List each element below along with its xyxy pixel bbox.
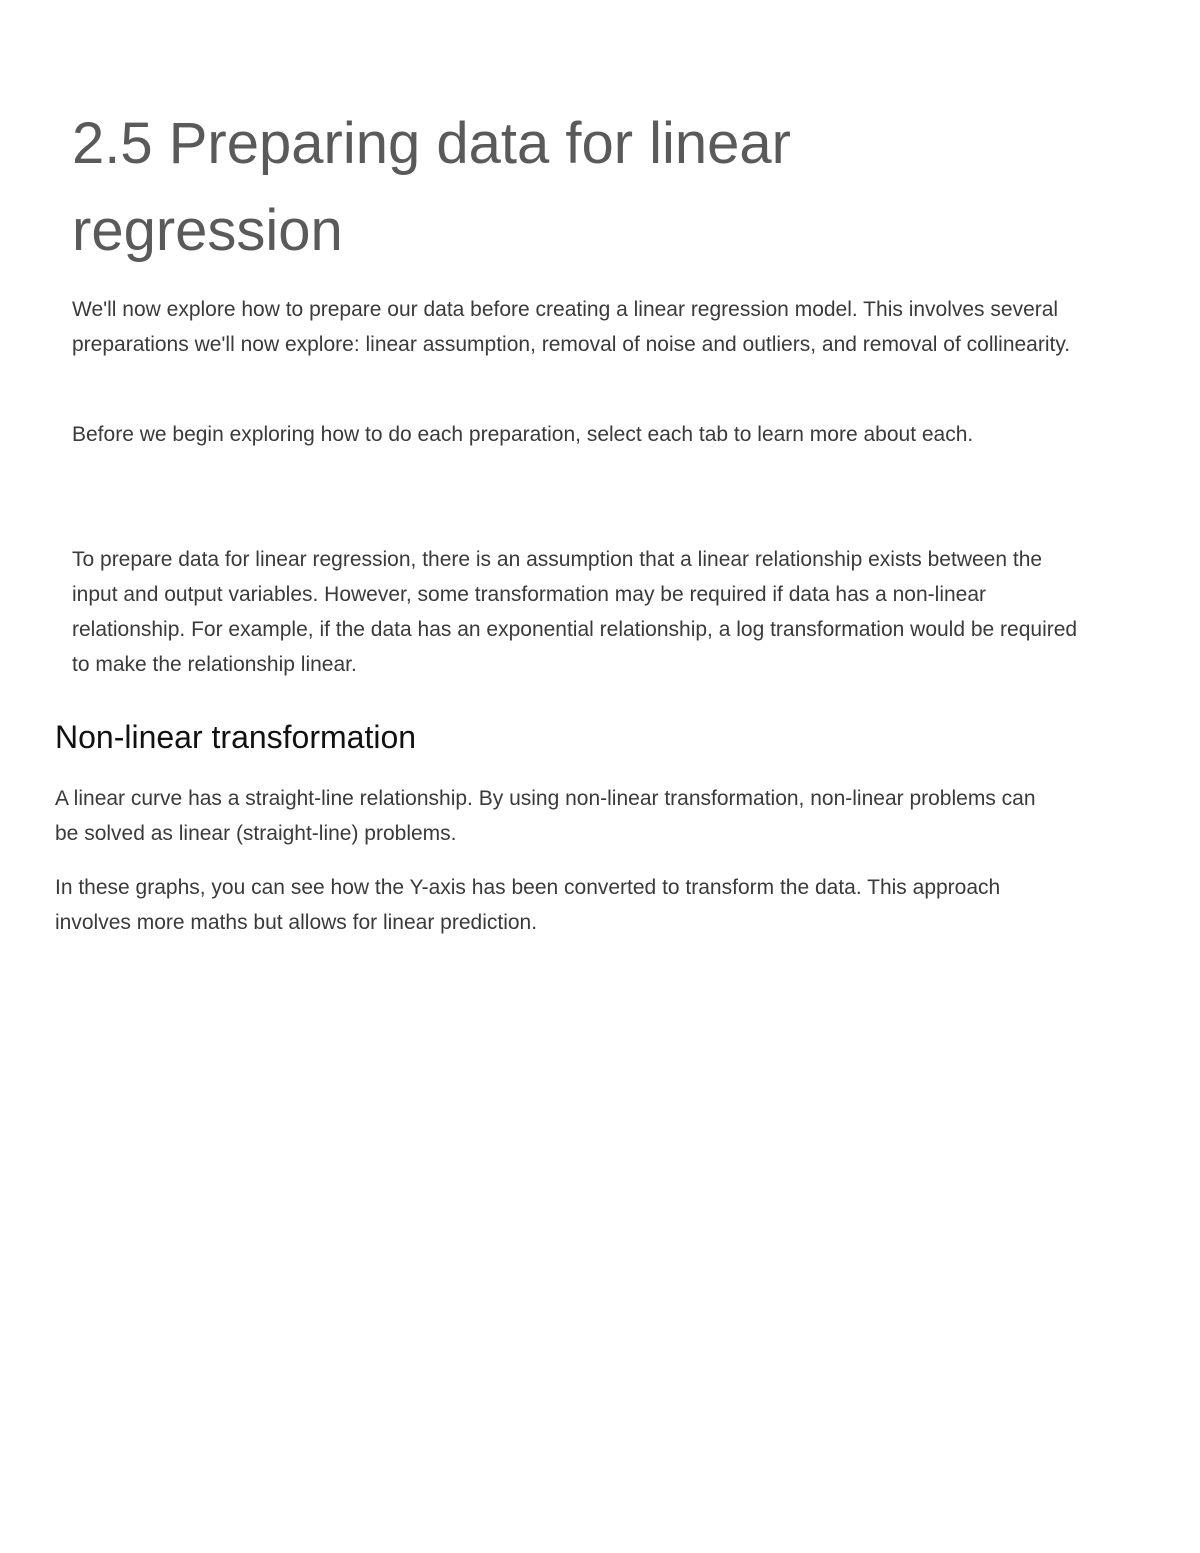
page-title: 2.5 Preparing data for linear regression	[72, 111, 791, 263]
section-paragraph: A linear curve has a straight-line relationship. By using non-linear transformation, non-linear problems can be solved as linear (straight-line) problems.	[55, 787, 1036, 845]
tab-panel-text: To prepare data for linear regression, there is an assumption that a linear relationship exists between the input and output variables. However, some transformation may be required if data has a non-linear relationship. For example, if the data has an exponential relationship, a log transformation would be required to make the relationship linear.	[72, 548, 1078, 676]
intro-paragraph: We'll now explore how to prepare our data before creating a linear regression model. This involves several preparations we'll now explore: linear assumption, removal of noise and outliers, and removal of collinearity.	[72, 298, 1071, 356]
section-paragraph: In these graphs, you can see how the Y-axis has been converted to transform the data. This approach involves more maths but allows for linear prediction.	[55, 876, 1001, 934]
section-heading: Non-linear transformation	[55, 719, 417, 755]
intro-paragraph: Before we begin exploring how to do each preparation, select each tab to learn more about each.	[72, 423, 974, 446]
